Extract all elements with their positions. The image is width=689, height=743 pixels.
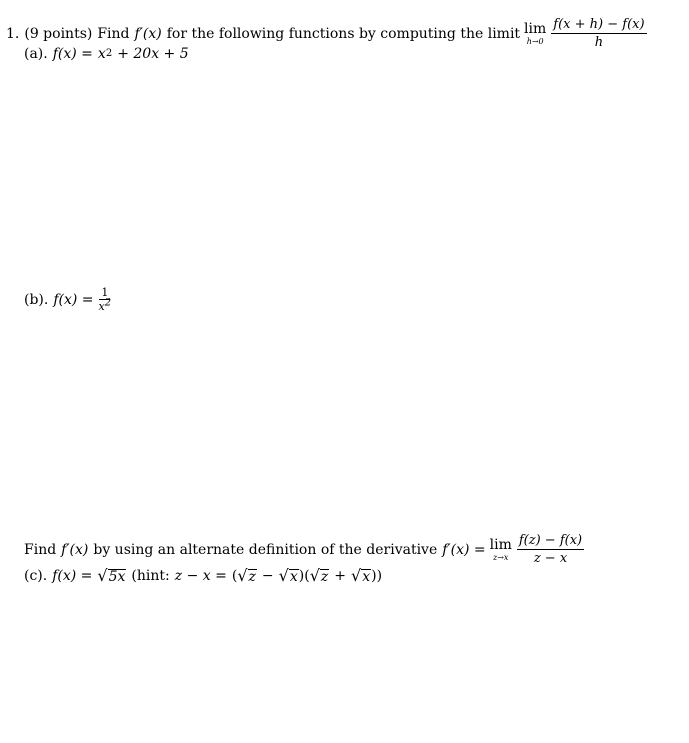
- part-b-numerator: 1: [101, 286, 109, 299]
- hint-sqrt-z-1: [237, 568, 257, 584]
- part-b-denominator: [97, 297, 114, 313]
- hint-x-2: x: [362, 569, 371, 585]
- radical-sign-icon: √: [97, 566, 108, 585]
- instruction-prefix: Find: [97, 25, 130, 42]
- part-a-rest: + 20x + 5: [117, 46, 189, 62]
- hint-sqrt-x-2: [351, 568, 371, 584]
- radical-sign-icon: √: [351, 566, 362, 585]
- part-b-den-exponent: 2: [104, 297, 112, 309]
- hint-paren-open: (: [231, 568, 238, 584]
- part-b-lhs: f(x) =: [53, 291, 94, 308]
- part-c-sqrt: [97, 568, 126, 584]
- alt-lim-subscript: z→x: [493, 553, 509, 562]
- alt-quotient-numerator: f(z) − f(x): [518, 533, 583, 548]
- hint-close: )): [371, 568, 383, 584]
- part-b-label: (b).: [24, 291, 49, 308]
- alt-f-prime-eq: f′(x) =: [442, 541, 486, 558]
- part-c-lhs: f(x) =: [52, 568, 93, 584]
- alt-quotient-denominator: z − x: [533, 551, 568, 566]
- alt-f-prime-x: f′(x): [61, 541, 89, 558]
- part-c-label: (c).: [24, 568, 48, 584]
- problem-number: 1.: [6, 25, 20, 42]
- hint-sqrt-z-2: [310, 568, 330, 584]
- part-c: [24, 568, 382, 584]
- part-a: (a). f(x) = x 2 + 20x + 5: [24, 46, 189, 62]
- part-b-den-base: x: [98, 300, 105, 313]
- limit-operator: [524, 21, 546, 46]
- radical-sign-icon: √: [278, 566, 289, 585]
- hint-sqrt-x-1: [279, 568, 299, 584]
- alternate-definition: [24, 532, 587, 567]
- lim-subscript: h→0: [526, 37, 544, 46]
- part-a-lhs: f(x) =: [52, 46, 93, 62]
- difference-quotient: [551, 16, 646, 51]
- problem-points: (9 points): [24, 25, 93, 42]
- f-prime-x: f′(x): [134, 25, 162, 42]
- alt-text-prefix: Find: [24, 541, 57, 558]
- lim-word: lim: [524, 21, 547, 37]
- hint-open: (hint:: [131, 568, 170, 584]
- radical-sign-icon: √: [309, 566, 320, 585]
- difference-quotient-numerator: f(x + h) − f(x): [553, 17, 645, 32]
- hint-lhs: z − x =: [174, 568, 227, 584]
- hint-z-2: z: [320, 569, 329, 585]
- part-b-fraction: [97, 286, 114, 313]
- hint-plus: +: [334, 568, 347, 584]
- part-b: [24, 286, 116, 313]
- hint-paren-mid: )(: [298, 568, 310, 584]
- hint-x-1: x: [289, 569, 298, 585]
- part-a-x: x: [97, 46, 106, 62]
- instruction-suffix: for the following functions by computing the limit: [166, 25, 521, 42]
- alt-text-middle: by using an alternate definition of the derivative: [93, 541, 438, 558]
- alt-lim-word: lim: [489, 537, 512, 553]
- part-c-radicand: 5x: [108, 569, 126, 585]
- alt-quotient: [517, 532, 584, 567]
- hint-minus: −: [261, 568, 274, 584]
- difference-quotient-denominator: h: [594, 35, 604, 50]
- alt-limit-operator: [490, 537, 512, 562]
- part-a-label: (a).: [24, 46, 48, 62]
- hint-z-1: z: [248, 569, 256, 585]
- radical-sign-icon: √: [237, 566, 248, 585]
